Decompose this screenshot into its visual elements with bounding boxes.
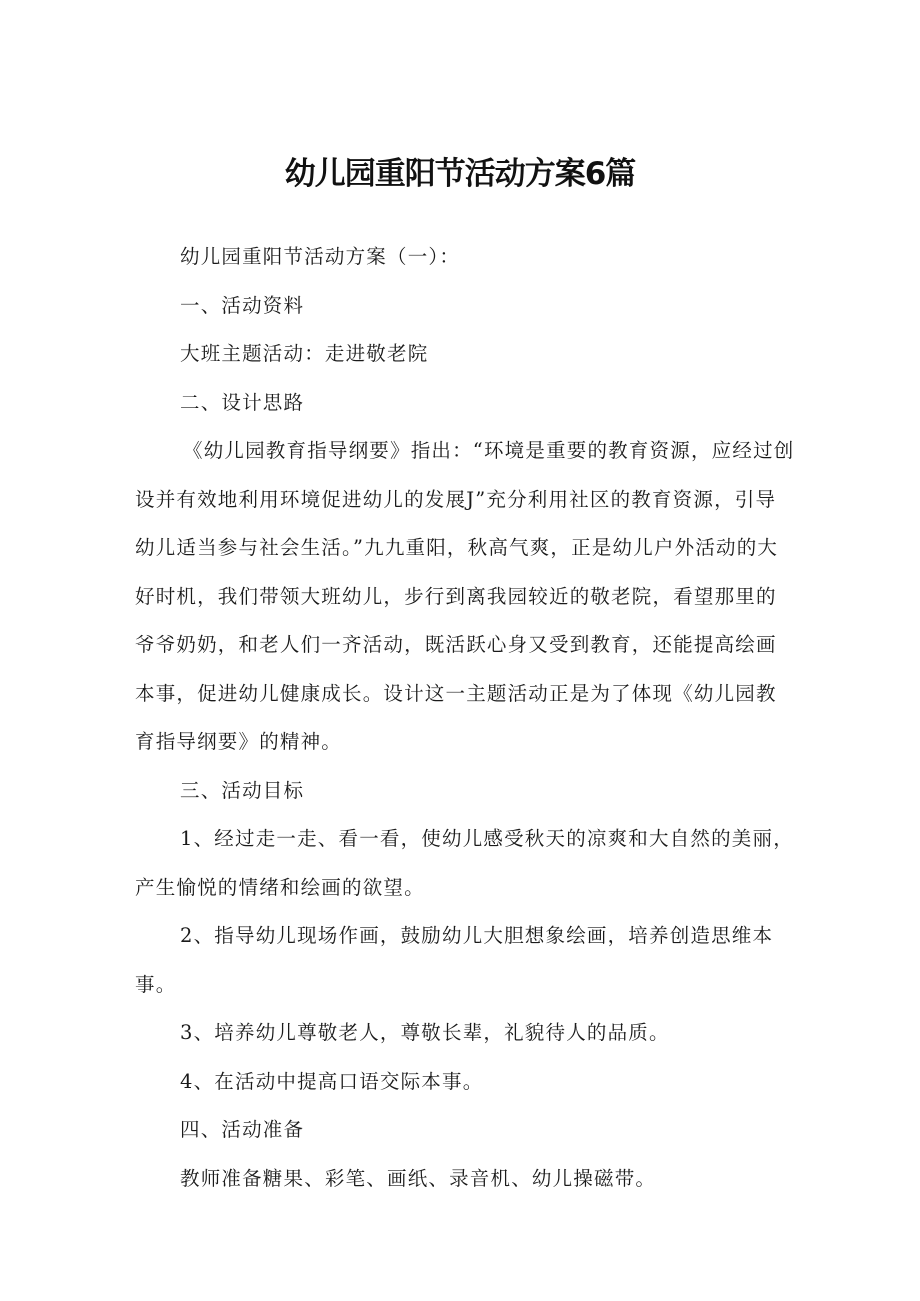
plan-heading: 幼儿园重阳节活动方案（一）： (180, 245, 461, 268)
section-heading-design-idea: 二、设计思路 (180, 390, 305, 414)
document-title: 幼儿园重阳节活动方案6篇 (284, 156, 636, 192)
preparation-text: 教师准备糖果、彩笔、画纸、录音机、幼儿操磁带。 (180, 1166, 657, 1190)
document-body (135, 233, 795, 1203)
goal-item-1: 1、经过走一走、看一看，使幼儿感受秋天的凉爽和大自然的美丽，产生愉悦的情绪和绘画的欲望。 (135, 827, 794, 899)
goal-item-4: 4、在活动中提高口语交际本事。 (180, 1069, 484, 1093)
goal-item-2: 2、指导幼儿现场作画，鼓励幼儿大胆想象绘画，培养创造思维本事。 (135, 924, 774, 996)
activity-theme-text: 大班主题活动：走进敬老院 (180, 342, 429, 365)
goal-item-3: 3、培养幼儿尊敬老人，尊敬长辈，礼貌待人的品质。 (180, 1021, 670, 1044)
design-idea-paragraph: 《幼儿园教育指导纲要》指出：“环境是重要的教育资源，应经过创设并有效地利用环境促进幼儿的发展J”充分利用社区的教育资源，引导幼儿适当参与社会生活。”九九重阳，秋高气爽，正是幼儿户外活动的大好时机，我们带领大班幼儿，步行到离我园较近的敬老院，看望那里的爷爷奶奶，和老人们一齐活动，既活跃心身又受到教育，还能提高绘画本事，促进幼儿健康成长。设计这一主题活动正是为了体现《幼儿园教育指导纲要》的精神。 (135, 439, 795, 753)
section-heading-activity-materials: 一、活动资料 (180, 293, 305, 317)
section-heading-activity-goals: 三、活动目标 (180, 778, 305, 802)
section-heading-activity-preparation: 四、活动准备 (180, 1118, 305, 1141)
